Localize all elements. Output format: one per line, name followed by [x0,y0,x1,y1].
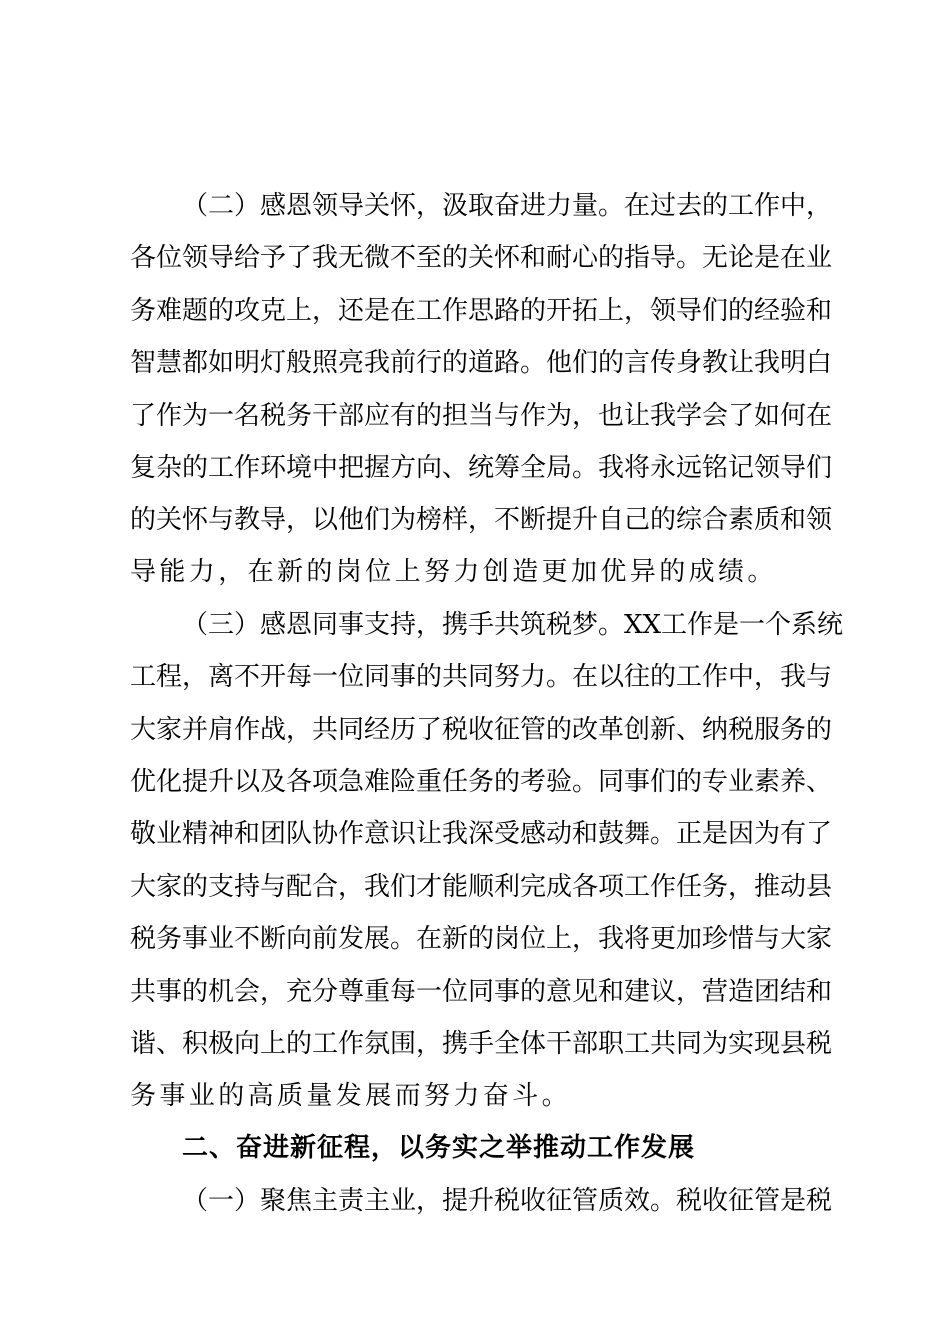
paragraph-3-line-4: 优化提升以及各项急难险重任务的考验。同事们的专业素养、 [130,767,833,797]
paragraph-3-line-7: 税务事业不断向前发展。在新的岗位上，我将更加珍惜与大家 [130,924,833,954]
paragraph-3-line-3: 大家并肩作战，共同经历了税收征管的改革创新、纳税服务的 [130,715,833,745]
paragraph-2-line-4: 智慧都如明灯般照亮我前行的道路。他们的言传身教让我明白 [130,348,833,378]
paragraph-4-line-1: （一）聚焦主责主业，提升税收征管质效。税收征管是税 [182,1186,833,1216]
paragraph-2-line-5: 了作为一名税务干部应有的担当与作为，也让我学会了如何在 [130,401,833,431]
paragraph-2-line-2: 各位领导给予了我无微不至的关怀和耐心的指导。无论是在业 [130,243,833,273]
paragraph-2-line-7: 的关怀与教导，以他们为榜样，不断提升自己的综合素质和领 [130,505,833,535]
paragraph-2-line-6: 复杂的工作环境中把握方向、统筹全局。我将永远铭记领导们 [130,453,833,483]
paragraph-3-line-1: （三）感恩同事支持，携手共筑税梦。XX工作是一个系统 [182,610,844,640]
section-heading: 二、奋进新征程，以务实之举推动工作发展 [182,1133,696,1163]
paragraph-3-line-8: 共事的机会，充分尊重每一位同事的意见和建议，营造团结和 [130,977,833,1007]
paragraph-3-line-2: 工程，离不开每一位同事的共同努力。在以往的工作中，我与 [130,662,833,692]
paragraph-2-line-3: 务难题的攻克上，还是在工作思路的开拓上，领导们的经验和 [130,296,833,326]
paragraph-3-line-6: 大家的支持与配合，我们才能顺利完成各项工作任务，推动县 [130,872,833,902]
paragraph-2-line-1: （二）感恩领导关怀，汲取奋进力量。在过去的工作中， [182,191,833,221]
paragraph-3-line-5: 敬业精神和团队协作意识让我深受感动和鼓舞。正是因为有了 [130,819,833,849]
paragraph-2-line-8: 导能力，在新的岗位上努力创造更加优异的成绩。 [130,557,777,587]
paragraph-3-line-9: 谐、积极向上的工作氛围，携手全体干部职工共同为实现县税 [130,1029,833,1059]
paragraph-3-line-10: 务事业的高质量发展而努力奋斗。 [130,1081,572,1111]
